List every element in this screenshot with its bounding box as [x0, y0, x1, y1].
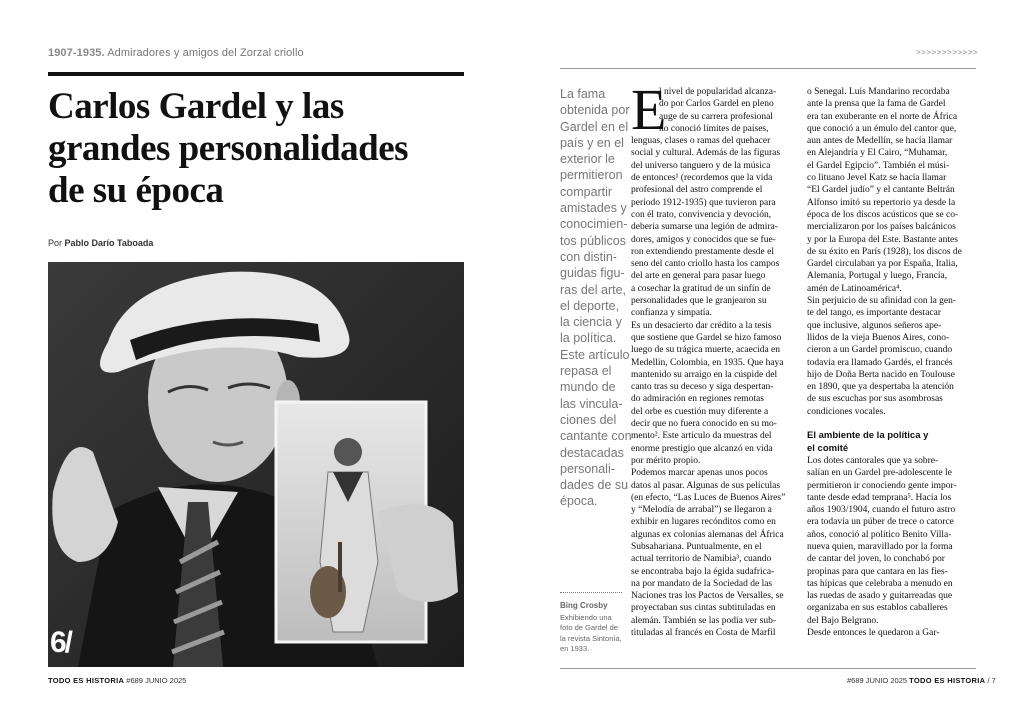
body-line: mantenido su arraigo en la cúspide del — [631, 369, 778, 380]
body-line: do por Carlos Gardel en pleno — [659, 99, 774, 110]
body-line: o Senegal. Luis Mandarino recordaba — [807, 87, 950, 97]
subheading-line: el comité — [807, 442, 849, 454]
body-line: que sostiene que Gardel se hizo famoso — [631, 332, 782, 343]
body-line: se encontraba bajo la égida sudafrica- — [631, 566, 775, 577]
body-line: decir que no fuera conocido en su mo- — [631, 419, 777, 430]
body-line: te del tango, es importante destacar — [807, 308, 942, 319]
body-line: cieron a un Gardel promiscuo, cuando — [807, 345, 953, 356]
standfirst-line: compartir — [560, 184, 613, 199]
body-line: llidos de la vieja Buenos Aires, cono- — [807, 332, 950, 343]
standfirst-line: La fama — [560, 87, 606, 101]
body-line: del orbe es cuestión muy diferente a — [631, 406, 769, 417]
standfirst-line: permitieron — [560, 168, 623, 183]
body-line: en Alejandría y El Cairo, “Muhamar, — [807, 148, 948, 159]
body-line: de cantar del joven, lo conchabó por — [807, 554, 945, 565]
body-line: condiciones vocales. — [807, 406, 886, 417]
bottom-rule — [560, 668, 976, 669]
footer-issue: #689 JUNIO 2025 — [126, 676, 187, 685]
body-line: co lituano Jevel Katz se hacía llamar — [807, 173, 947, 184]
body-line: no conoció límites de países, — [659, 123, 769, 134]
continuation-arrows: >>>>>>>>>>>> — [916, 48, 979, 57]
body-line: a cosechar la gratitud de un sinfín de — [631, 283, 771, 294]
standfirst-line: la ciencia y — [560, 315, 622, 330]
body-line: exhibir en lugares recónditos como en — [631, 517, 776, 528]
body-line: “El Gardel judío” y el cantante Beltrán — [807, 185, 955, 196]
title-line: de su época — [48, 170, 224, 211]
body-line: de sus escuchas por sus asombrosas — [807, 394, 943, 405]
footer-left — [48, 676, 186, 685]
body-line: Sin perjuicio de su afinidad con la gen- — [807, 296, 957, 307]
body-line: con él trato, convivencia y devoción, — [631, 209, 772, 220]
body-line: del arte en general para pasar luego — [631, 271, 766, 282]
body-line: años, conoció al político Benito Villa- — [807, 529, 952, 540]
body-line: actual territorio de Namibia³, cuando — [631, 554, 772, 565]
footer-brand: TODO ES HISTORIA — [909, 676, 986, 685]
body-line: época de los discos acústicos que se co- — [807, 209, 959, 220]
body-line: del universo tanguero y de la música — [631, 160, 771, 171]
body-line: do admiración en regiones remotas — [631, 394, 764, 405]
standfirst — [560, 86, 632, 510]
body-line: seno del canto criollo hasta los campos — [631, 259, 780, 270]
body-line: datos al pasar. Algunas de sus películas — [631, 480, 781, 491]
body-line: confianza y simpatía. — [631, 308, 712, 319]
body-line: social y cultural. Además de las figuras — [631, 148, 781, 159]
caption-line: foto de Gardel de — [560, 623, 618, 633]
standfirst-line: Este artículo — [560, 347, 630, 362]
body-line: luego de su trágica muerte, acaecida en — [631, 345, 781, 356]
standfirst-line: tos públicos — [560, 233, 627, 248]
body-line: organizaba en sus establos caballeres — [807, 603, 948, 614]
body-line: amén de Latinoamérica⁴. — [807, 283, 902, 294]
body-line: de su éxito en París (1928), los discos de — [807, 246, 962, 257]
standfirst-line: país y en el — [560, 135, 624, 150]
standfirst-line: personali- — [560, 461, 615, 476]
subheading-line: El ambiente de la política y — [807, 430, 929, 442]
caption-line: la revista Sintonía, — [560, 633, 622, 643]
body-line: na por mandato de la Sociedad de las — [631, 578, 773, 589]
body-line: tas hípicas que celebraba a menudo en — [807, 578, 953, 589]
standfirst-line: conocimien- — [560, 217, 628, 232]
body-column-2 — [807, 86, 977, 639]
body-line: era tan exuberante en el norte de África — [807, 111, 958, 122]
body-line: permitieron ir conociendo gente impor- — [807, 480, 957, 491]
body-line: por mérito propio. — [631, 455, 701, 466]
body-line: aun antes de Medellín, se hacía llamar — [807, 136, 953, 147]
standfirst-line: guidas figu- — [560, 266, 625, 281]
body-line: personalidades que le granjearon su — [631, 296, 767, 307]
footer-issue: #689 JUNIO 2025 — [847, 676, 908, 685]
body-line: Es un desacierto dar crédito a la tesis — [631, 320, 772, 331]
body-line: el Gardel Egipcio”. También el músi- — [807, 160, 950, 171]
body-line: y “Melodía de arrabal”) se llegaron a — [631, 505, 772, 516]
drop-cap: E — [631, 77, 667, 142]
footer-page-number: / 7 — [987, 676, 996, 685]
body-line: del Bajo Belgrano. — [807, 615, 879, 626]
body-line: Los dotes cantorales que ya sobre- — [807, 455, 939, 466]
body-line: Gardel circulaban ya por España, Italia, — [807, 259, 958, 270]
body-line: enorme prestigio que alcanzó en vida — [631, 443, 773, 454]
caption-line: Exhibiendo una — [560, 613, 612, 622]
body-line: alemán. También se las podía ver sub- — [631, 615, 777, 626]
body-line: y por la Europa del Este. Bastante antes — [807, 234, 958, 245]
standfirst-line: dades de su — [560, 478, 629, 493]
kicker-text: Admiradores y amigos del Zorzal criollo — [107, 47, 304, 59]
footer-right — [847, 676, 996, 685]
title-line: grandes personalidades — [48, 128, 409, 169]
body-line: tituladas al francés en Costa de Marfil — [631, 628, 776, 639]
standfirst-line: mundo de — [560, 380, 616, 395]
body-line: que conoció a un émulo del cantor que, — [807, 123, 957, 134]
standfirst-line: cantante con — [560, 429, 632, 444]
article-title — [48, 86, 468, 212]
body-line: nueva quien, maravillado por la forma — [807, 541, 953, 552]
body-line: tante desde edad temprana⁵. Hacia los — [807, 492, 952, 503]
body-line: dores, amigos y conocidos que se fue- — [631, 234, 776, 245]
body-line: mercializaron por los países balcánicos — [807, 222, 956, 233]
standfirst-line: repasa el — [560, 364, 612, 379]
body-line: Desde entonces le quedaron a Gar- — [807, 628, 940, 639]
byline — [48, 238, 153, 248]
body-line: mento². Este artículo da muestras del — [631, 431, 772, 442]
caption-rule — [560, 592, 622, 593]
standfirst-line: ciones del — [560, 412, 617, 427]
standfirst-line: el deporte, — [560, 298, 620, 313]
body-line: auge de su carrera profesional — [659, 111, 773, 122]
body-line: período 1912-1935) que tuvieron para — [631, 197, 776, 208]
body-line: lenguas, clases o ramas del quehacer — [631, 136, 771, 147]
body-line: algunas ex colonias alemanas del África — [631, 529, 784, 540]
body-line: todavía era llamado Gardés, el francés — [807, 357, 953, 368]
caption-title: Bing Crosby — [560, 601, 608, 610]
standfirst-line: época. — [560, 494, 598, 509]
standfirst-line: exterior le — [560, 152, 615, 167]
body-line: salían en un Gardel pre-adolescente le — [807, 468, 952, 479]
body-line: Alemania, Portugal y luego, Francia, — [807, 271, 948, 282]
photo-caption — [560, 613, 626, 654]
body-line: las ruedas de asado y guitarreadas que — [807, 591, 953, 602]
standfirst-line: las vincula- — [560, 396, 623, 411]
body-line: Naciones tras los Pactos de Versalles, se — [631, 591, 784, 602]
byline-author: Pablo Darío Taboada — [64, 238, 154, 248]
paragraph-gap — [807, 418, 977, 430]
body-line: canto tras su deceso y siga despertan- — [631, 382, 774, 393]
body-column-1 — [631, 77, 801, 639]
body-line: de entonces¹ (recordemos que la vida — [631, 173, 773, 184]
body-line: que inclusive, algunos señeros ape- — [807, 320, 942, 331]
body-line: años 1903/1904, cuando el futuro astro — [807, 505, 956, 516]
top-rule — [560, 68, 976, 69]
page-number-marker: 6/ — [50, 626, 72, 659]
body-line: proyectaban sus cintas subtituladas en — [631, 603, 776, 614]
standfirst-line: destacadas — [560, 445, 624, 460]
body-line: ante la prensa que la fama de Gardel — [807, 99, 946, 110]
body-line: Podemos marcar apenas unos pocos — [631, 468, 768, 479]
standfirst-line: ras del arte, — [560, 282, 627, 297]
body-line: Medellín, Colombia, en 1935. Que haya — [631, 357, 784, 368]
kicker-years: 1907-1935. — [48, 47, 105, 59]
title-rule — [48, 72, 464, 76]
body-line: (en efecto, “Las Luces de Buenos Aires” — [631, 492, 786, 503]
title-line: Carlos Gardel y las — [48, 86, 344, 127]
body-line: propinas para que cantara en las fies- — [807, 566, 948, 577]
footer-brand: TODO ES HISTORIA — [48, 676, 125, 685]
byline-prefix: Por — [48, 238, 63, 248]
section-kicker — [48, 47, 304, 59]
bing-crosby-photo — [48, 262, 464, 667]
body-line: debería sumarse una legión de admira- — [631, 222, 778, 233]
caption-line: en 1933. — [560, 643, 590, 653]
standfirst-line: la política. — [560, 331, 617, 346]
photo-illustration — [48, 262, 464, 667]
body-line: Alfonso imitó su repertorio ya desde la — [807, 197, 956, 208]
standfirst-line: amistades y — [560, 201, 627, 216]
body-line: Subsahariana. Puntualmente, en el — [631, 541, 762, 552]
body-line: en 1890, que ya despertaba la atención — [807, 382, 954, 393]
body-line: l nivel de popularidad alcanza- — [659, 87, 777, 97]
body-line: hijo de Doña Berta nacido en Toulouse — [807, 369, 955, 380]
body-line: era todavía un púber de trece o catorce — [807, 517, 954, 528]
body-line: ron extendiendo prestamente desde el — [631, 246, 774, 257]
body-line: profesional del astro comprende el — [631, 185, 763, 196]
standfirst-line: obtenida por — [560, 103, 630, 118]
standfirst-line: con distin- — [560, 249, 617, 264]
standfirst-line: Gardel en el — [560, 119, 629, 134]
